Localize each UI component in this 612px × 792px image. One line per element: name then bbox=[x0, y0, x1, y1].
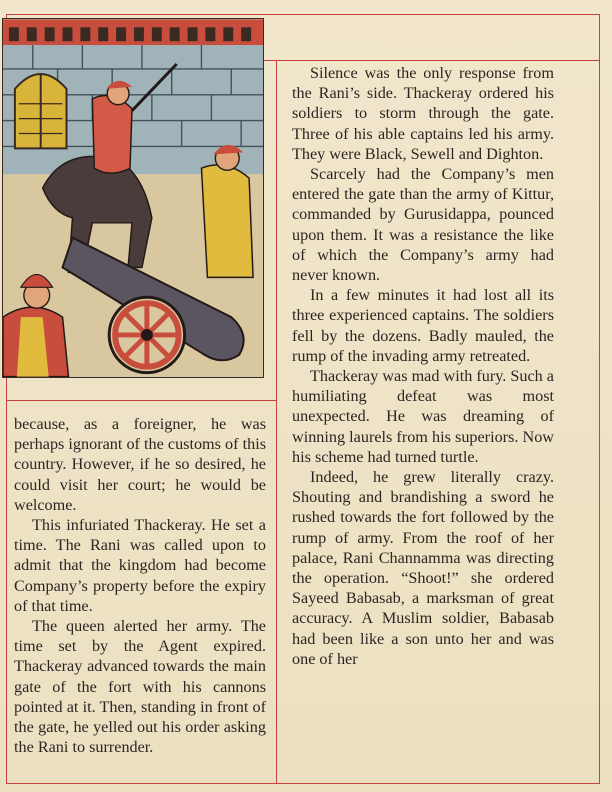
paragraph: Silence was the only response from the Rani’s side. Thackeray ordered his soldiers to storm through the gate. Three of his able captains led his army. They were Black, Sewell and Dighton. bbox=[292, 64, 554, 163]
right-text-column bbox=[292, 63, 554, 669]
paragraph: This infuriated Thackeray. He set a time. The Rani was called upon to admit that the kingdom had become Company’s property before the expiry of that time. bbox=[14, 516, 266, 615]
top-rule bbox=[264, 60, 600, 61]
column-rule bbox=[276, 60, 277, 784]
paragraph: Thackeray was mad with fury. Such a humiliating defeat was most unexpected. He was dreaming of winning laurels from his superiors. Now his scheme had turned turtle. bbox=[292, 367, 554, 466]
battle-at-fort-gate-illustration bbox=[3, 19, 263, 377]
paragraph: because, as a foreigner, he was perhaps ignorant of the customs of this country. However, if he so desired, he could visit her court; he would be welcome. bbox=[14, 415, 266, 514]
paragraph: Indeed, he grew literally crazy. Shouting and brandishing a sword he rushed towards the fort followed by the rump of army. From the roof of her palace, Rani Channamma was directing the operation. “Shoot!” she ordered Sayeed Babasab, a marksman of great accuracy. A Muslim soldier, Babasab had been like a son unto her and was one of her bbox=[292, 468, 554, 668]
illustration-rule bbox=[6, 400, 276, 401]
paragraph: In a few minutes it had lost all its three experienced captains. The soldiers fell by the dozens. Badly mauled, the rump of the invading army retreated. bbox=[292, 286, 554, 365]
battle-illustration bbox=[2, 18, 264, 378]
paragraph: Scarcely had the Company’s men entered the gate than the army of Kittur, commanded by Gurusidappa, pounced upon them. It was a resistance the like of which the Company’s army had never known. bbox=[292, 165, 554, 285]
left-text-column bbox=[14, 414, 266, 757]
paragraph: The queen alerted her army. The time set by the Agent expired. Thackeray advanced towards the main gate of the fort with his cannons pointed at it. Then, standing in front of the gate, he yelled out his order asking the Rani to surrender. bbox=[14, 617, 266, 757]
